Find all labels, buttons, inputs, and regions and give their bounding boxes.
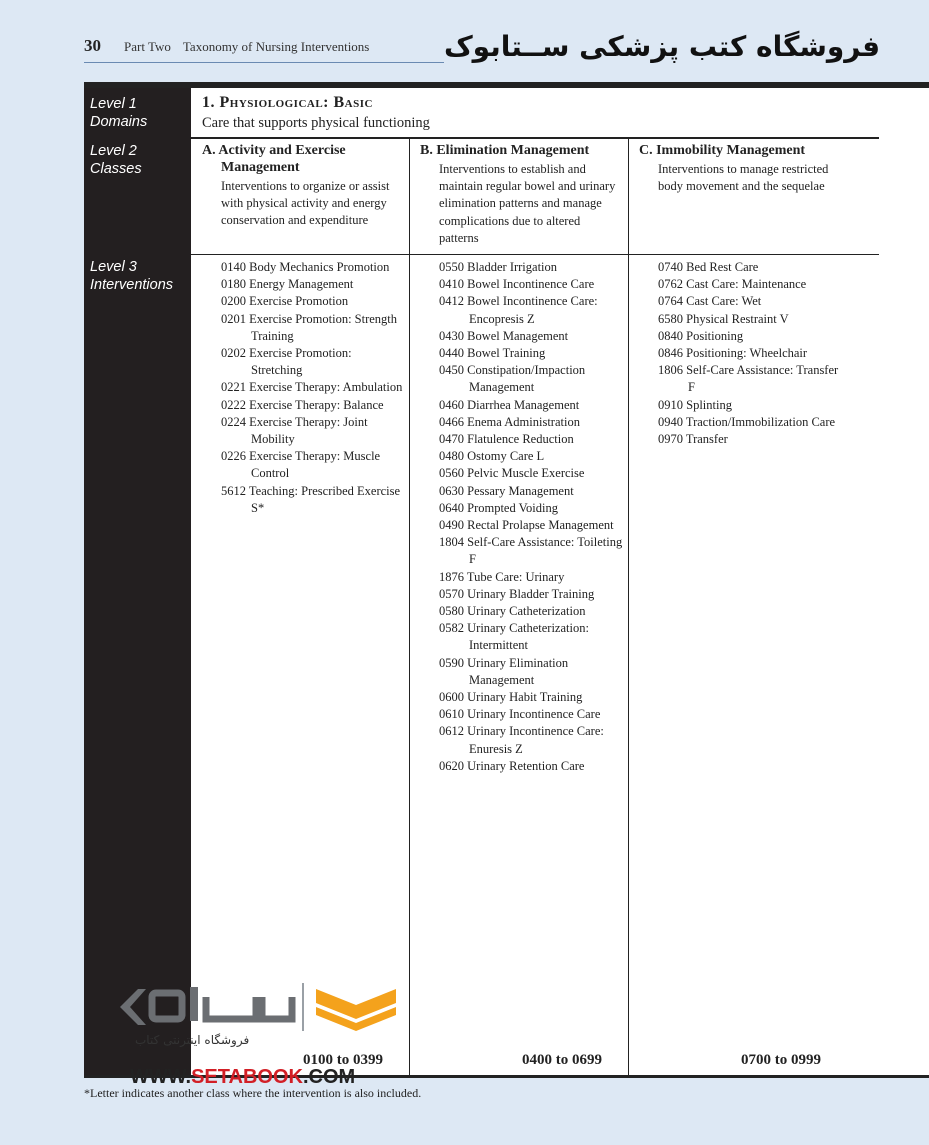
store-banner: فروشگاه کتب پزشکی ســتابوک (444, 30, 881, 63)
list-item: 0610 Urinary Incontinence Care (439, 707, 601, 722)
list-item: 0410 Bowel Incontinence Care (439, 277, 595, 292)
list-item: 0450 Constipation/Impaction Management (439, 363, 586, 395)
list-item: 0490 Rectal Prolapse Management (439, 518, 614, 533)
list-item: 0440 Bowel Training (439, 346, 546, 361)
list-item: 0412 Bowel Incontinence Care: Encopresis Z (439, 294, 598, 326)
list-item: 0612 Urinary Incontinence Care: Enuresis Z (439, 724, 604, 756)
list-item: 0600 Urinary Habit Training (439, 690, 583, 705)
setabook-logo-icon (116, 983, 406, 1033)
list-item: 0226 Exercise Therapy: Muscle Control (221, 449, 381, 481)
class-a-interventions (221, 259, 403, 517)
list-item: 0224 Exercise Therapy: Joint Mobility (221, 414, 368, 447)
watermark-brand: SETABOOK (191, 1066, 303, 1088)
class-c-description: Interventions to manage restricted body movement and the sequelae (658, 162, 829, 194)
column-divider-2 (628, 139, 629, 1075)
list-item: 0140 Body Mechanics Promotion (221, 260, 390, 274)
level3-subtitle: Interventions (90, 276, 174, 293)
level-sidebar (84, 88, 191, 1075)
list-item: 0764 Cast Care: Wet (658, 294, 762, 309)
list-item: 0550 Bladder Irrigation (439, 260, 558, 274)
class-c-header (639, 142, 839, 195)
list-item: 0180 Energy Management (221, 277, 354, 292)
list-item: 0470 Flatulence Reduction (439, 432, 574, 447)
watermark-persian: فروشگاه اینترنتی کتاب (135, 1033, 250, 1047)
list-item: 0480 Ostomy Care L (439, 449, 545, 464)
column-divider-1 (409, 139, 410, 1075)
page-number: 30 (84, 36, 101, 55)
list-item: 0740 Bed Rest Care (658, 260, 759, 274)
list-item: 0970 Transfer (658, 432, 728, 447)
section-label: Taxonomy of Nursing Interventions (182, 39, 370, 54)
domain-name: Physiological: Basic (219, 94, 373, 111)
class-a-title: A. Activity and Exercise Management (202, 143, 346, 175)
class-c-interventions (658, 259, 843, 448)
header-rule (84, 62, 444, 63)
class-rule (191, 254, 879, 255)
logo-divider (302, 983, 304, 1031)
list-item: 0620 Urinary Retention Care (439, 758, 585, 773)
class-a-range: 0100 to 0399 (303, 1052, 383, 1068)
list-item: 0582 Urinary Catheterization: Intermittent (439, 621, 589, 653)
running-head (124, 39, 369, 55)
list-item: 0640 Prompted Voiding (439, 500, 558, 515)
class-c-title: C. Immobility Management (639, 143, 806, 158)
list-item: 0430 Bowel Management (439, 328, 569, 343)
logo-glyph-icon (262, 997, 292, 1019)
domain-description: Care that supports physical functioning (202, 115, 430, 131)
level2-label (90, 143, 142, 178)
logo-glyph-icon (206, 997, 256, 1019)
level1-subtitle: Domains (90, 113, 148, 130)
list-item: 0221 Exercise Therapy: Ambulation (221, 380, 403, 395)
level2-title: Level 2 (90, 143, 137, 159)
list-item: 0201 Exercise Promotion: Strength Training (221, 311, 398, 343)
level3-label (90, 259, 173, 294)
watermark-tld: .COM (302, 1066, 356, 1088)
list-item: 1806 Self-Care Assistance: Transfer F (658, 363, 839, 395)
footnote: *Letter indicates another class where the intervention is also included. (84, 1086, 422, 1100)
list-item: 0560 Pelvic Muscle Exercise (439, 466, 585, 481)
domain-rule (191, 137, 879, 139)
part-label: Part Two (124, 39, 171, 54)
list-item: 0466 Enema Administration (439, 414, 580, 429)
list-item: 0910 Splinting (658, 397, 732, 412)
class-b-range: 0400 to 0699 (522, 1052, 602, 1068)
list-item: 0762 Cast Care: Maintenance (658, 277, 807, 292)
level1-label (90, 96, 147, 131)
logo-glyph-icon (190, 987, 198, 1021)
domain-number: 1. (202, 94, 215, 111)
page-header (0, 0, 929, 80)
list-item: 0202 Exercise Promotion: Stretching (221, 346, 352, 378)
list-item: 0590 Urinary Elimination Management (439, 655, 569, 687)
level3-title: Level 3 (90, 259, 137, 275)
class-b-title: B. Elimination Management (420, 143, 590, 158)
list-item: 0200 Exercise Promotion (221, 294, 349, 309)
class-a-header (202, 142, 402, 230)
list-item: 0580 Urinary Catheterization (439, 604, 586, 619)
class-b-interventions (439, 259, 624, 775)
list-item: 6580 Physical Restraint V (658, 311, 789, 326)
logo-chevron-icon (120, 989, 146, 1025)
list-item: 1876 Tube Care: Urinary (439, 569, 565, 584)
class-b-header (420, 142, 620, 247)
list-item: 0460 Diarrhea Management (439, 397, 580, 412)
list-item: 0630 Pessary Management (439, 483, 574, 498)
list-item: 5612 Teaching: Prescribed Exercise S* (221, 483, 401, 515)
list-item: 0570 Urinary Bladder Training (439, 586, 595, 601)
domain-title (202, 94, 373, 112)
level1-title: Level 1 (90, 96, 137, 112)
watermark-www: WWW. (130, 1066, 192, 1088)
class-c-range: 0700 to 0999 (741, 1052, 821, 1068)
list-item: 0222 Exercise Therapy: Balance (221, 397, 384, 412)
class-b-description: Interventions to establish and maintain regular bowel and urinary elimination patterns and manage complications due to altered patterns (439, 162, 616, 245)
watermark-url (130, 1066, 355, 1089)
list-item: 0840 Positioning (658, 328, 744, 343)
list-item: 0940 Traction/Immobilization Care (658, 414, 836, 429)
class-a-description: Interventions to organize or assist with physical activity and energy conservation and expenditure (221, 179, 390, 228)
logo-glyph-icon (152, 993, 182, 1019)
list-item: 1804 Self-Care Assistance: Toileting F (439, 535, 623, 567)
level2-subtitle: Classes (90, 160, 142, 177)
list-item: 0846 Positioning: Wheelchair (658, 346, 808, 361)
